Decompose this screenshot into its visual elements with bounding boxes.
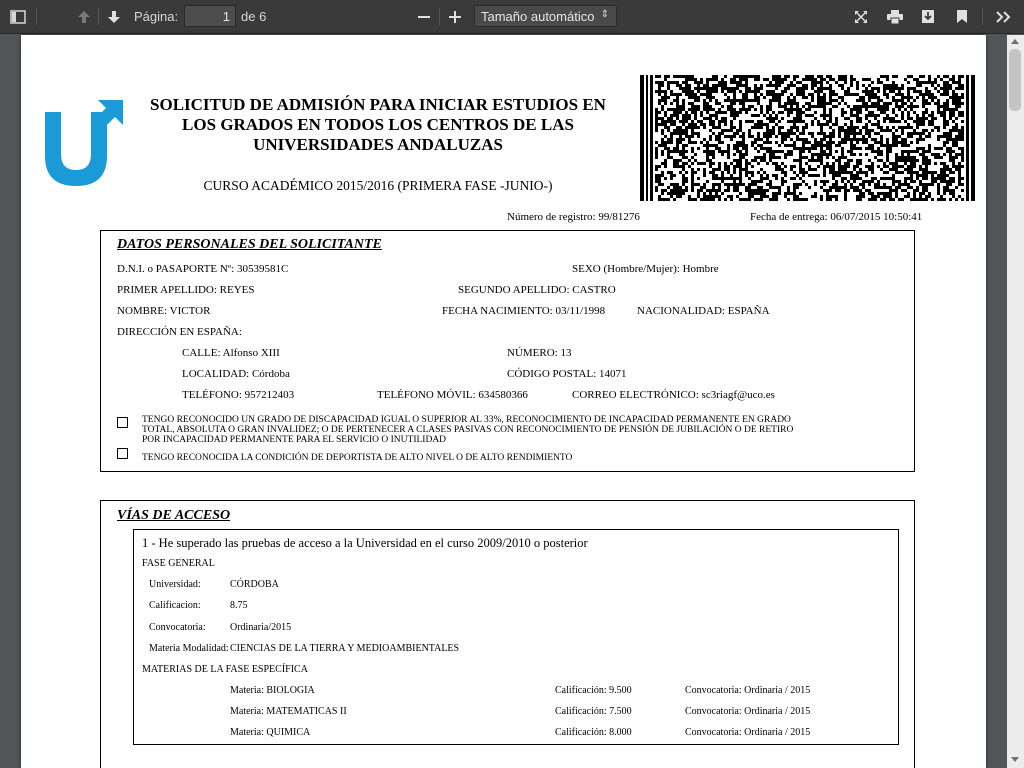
call-value: Ordinaria/2015 [230,622,292,633]
first-surname-field: PRIMER APELLIDO: REYES [117,284,255,296]
zoom-select[interactable]: Tamaño automático ⇕ [474,5,617,27]
page-total: de 6 [241,9,267,24]
tools-menu-icon[interactable] [992,0,1016,33]
second-surname-field: SEGUNDO APELLIDO: CASTRO [458,284,616,296]
sex-field: SEXO (Hombre/Mujer): Hombre [572,263,719,275]
mobile-field: TELÉFONO MÓVIL: 634580366 [377,389,528,401]
bookmark-icon[interactable] [950,0,974,33]
select-arrows-icon: ⇕ [600,9,609,20]
subject-call: Convocatoria: Ordinaria / 2015 [685,727,811,738]
next-page-icon[interactable] [102,0,126,33]
personal-data-heading: DATOS PERSONALES DEL SOLICITANTE [117,237,382,252]
print-icon[interactable] [883,0,907,33]
name-field: NOMBRE: VICTOR [117,305,211,317]
page-number-input[interactable] [184,5,236,27]
subject-call: Convocatoria: Ordinaria / 2015 [685,706,811,717]
disability-text: TENGO RECONOCIDO UN GRADO DE DISCAPACIDAD IGUAL O SUPERIOR AL 33%, RECONOCIMIENTO DE INCAPACIDAD PERMANENTE EN GRADO TOTAL, ABSOLUTA O GRAN INVALIDEZ; O DE PERTENECER A CLASES PASIVAS CON RECONOCIMIENTO DE PENSIÓN DE JUBILACIÓN O DE RETIRO POR INCAPACIDAD PERMANENTE PARA EL SERVICIO O INUTILIDAD [142,415,794,445]
pdf-page [21,35,986,768]
call-label: Convocatoria: [149,622,206,633]
disability-checkbox [117,417,128,428]
university-logo [43,98,125,193]
subject-grade: Calificación: 8.000 [555,727,632,738]
zoom-out-icon[interactable] [412,0,436,33]
grade-value: 8.75 [230,600,248,611]
scroll-up-icon[interactable] [1011,39,1019,44]
nationality-field: NACIONALIDAD: ESPAÑA [637,305,770,317]
subject-name: Materia: MATEMATICAS II [230,706,347,717]
subject-name: Materia: QUIMICA [230,727,311,738]
postal-code-field: CÓDIGO POSTAL: 14071 [507,368,627,380]
previous-page-icon[interactable] [72,0,96,33]
email-field: CORREO ELECTRÓNICO: sc3riagf@uco.es [572,389,775,401]
document-title: SOLICITUD DE ADMISIÓN PARA INICIAR ESTUDIOS EN LOS GRADOS EN TODOS LOS CENTROS DE LAS UNIVERSIDADES ANDALUZAS [150,95,606,154]
presentation-mode-icon[interactable] [849,0,873,33]
university-value: CÓRDOBA [230,579,279,590]
number-field: NÚMERO: 13 [507,347,572,359]
scroll-thumb[interactable] [1009,49,1021,111]
page-label: Página: [134,9,179,24]
subject-grade: Calificación: 9.500 [555,685,632,696]
athlete-checkbox [117,448,128,459]
specific-phase-heading: MATERIAS DE LA FASE ESPECÍFICA [142,664,308,675]
phone-field: TELÉFONO: 957212403 [182,389,295,401]
subject-call: Convocatoria: Ordinaria / 2015 [685,685,811,696]
academic-course: CURSO ACADÉMICO 2015/2016 (PRIMERA FASE -JUNIO-) [203,178,553,193]
subject-grade: Calificación: 7.500 [555,706,632,717]
grade-label: Calificacion: [149,600,201,611]
registration-number: Número de registro: 99/81276 [507,211,640,223]
birth-date-field: FECHA NACIMIENTO: 03/11/1998 [442,305,606,317]
scroll-down-icon[interactable] [1011,757,1019,762]
address-heading: DIRECCIÓN EN ESPAÑA: [117,326,242,338]
street-field: CALLE: Alfonso XIII [182,347,280,359]
pdf-toolbar [0,0,1024,34]
access-option-text: 1 - He superado las pruebas de acceso a la Universidad en el curso 2009/2010 o posterior [142,536,588,550]
download-icon[interactable] [916,0,940,33]
university-label: Universidad: [149,579,201,590]
athlete-text: TENGO RECONOCIDA LA CONDICIÓN DE DEPORTISTA DE ALTO NIVEL O DE ALTO RENDIMIENTO [142,453,573,463]
subject-name: Materia: BIOLOGIA [230,685,315,696]
modality-value: CIENCIAS DE LA TIERRA Y MEDIOAMBIENTALES [230,643,460,654]
city-field: LOCALIDAD: Córdoba [182,368,290,380]
barcode [640,75,975,201]
vertical-scrollbar[interactable] [1007,35,1024,768]
modality-label: Materia Modalidad: [149,643,229,654]
general-phase-heading: FASE GENERAL [142,558,215,569]
delivery-date: Fecha de entrega: 06/07/2015 10:50:41 [750,211,923,223]
zoom-in-icon[interactable] [443,0,467,33]
access-heading: VÍAS DE ACCESO [117,508,231,523]
sidebar-toggle-icon[interactable] [6,0,30,33]
dni-field: D.N.I. o PASAPORTE Nº: 30539581C [117,263,289,275]
